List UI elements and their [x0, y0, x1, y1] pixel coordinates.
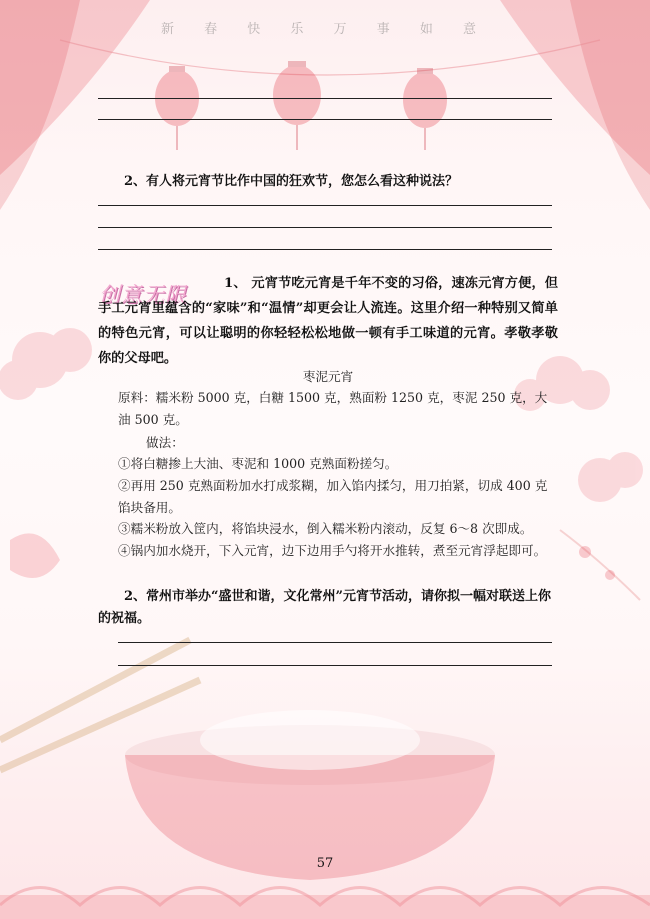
wave-pattern-icon — [0, 888, 650, 906]
recipe-method-label: 做法： — [146, 435, 184, 450]
lantern-icon — [403, 68, 447, 150]
recipe-step: ③糯米粉放入筐内，将馅块浸水，倒入糯米粉内滚动，反复 6～8 次即成。 — [118, 521, 533, 536]
recipe-ingredients: 原料：糯米粉 5000 克，白糖 1500 克，熟面粉 1250 克，枣泥 250 克，大油 500 克。 — [118, 390, 548, 427]
recipe-step: ④锅内加水烧开，下入元宵，边下边用手勺将开水推转，煮至元宵浮起即可。 — [118, 543, 547, 558]
page-number: 57 — [316, 856, 334, 871]
chopsticks-icon — [0, 640, 190, 740]
header-banner: 新 春 快 乐 万 事 如 意 — [161, 22, 489, 37]
creative-paragraph-text: 1、 元宵节吃元宵是千年不变的习俗，速冻元宵方便，但手工元宵里蕴含的“家味”和“温情”却更会让人流连。这里介绍一种特别又简单的特色元宵，可以让聪明的你轻轻松松地做一顿有手工味道的元宵。孝敬孝敬你的父母吧。 — [98, 276, 558, 366]
recipe-step: ②再用 250 克熟面粉加水打成浆糊，加入馅内揉匀，用刀拍紧，切成 400 克馅块备用。 — [118, 478, 548, 515]
answer-line[interactable] — [98, 227, 552, 228]
answer-line[interactable] — [118, 665, 552, 666]
creative-badge: 创意无限 — [99, 283, 187, 307]
answer-line[interactable] — [98, 249, 552, 250]
recipe-title: 枣泥元宵 — [302, 369, 354, 384]
answer-line[interactable] — [98, 205, 552, 206]
answer-line[interactable] — [98, 119, 552, 120]
recipe-step: ①将白糖掺上大油、枣泥和 1000 克熟面粉搓匀。 — [118, 456, 398, 471]
answer-line[interactable] — [98, 98, 552, 99]
question-2-text: 2、有人将元宵节比作中国的狂欢节，您怎么看这种说法？ — [124, 174, 459, 189]
lantern-icon — [273, 61, 321, 150]
couplet-question-text: 2、常州市举办“盛世和谐，文化常州”元宵节活动，请你拟一幅对联送上你的祝福。 — [98, 589, 552, 626]
creative-paragraph — [98, 271, 558, 371]
lantern-icon — [155, 66, 199, 150]
koi-icon — [10, 533, 60, 578]
answer-line[interactable] — [118, 642, 552, 643]
